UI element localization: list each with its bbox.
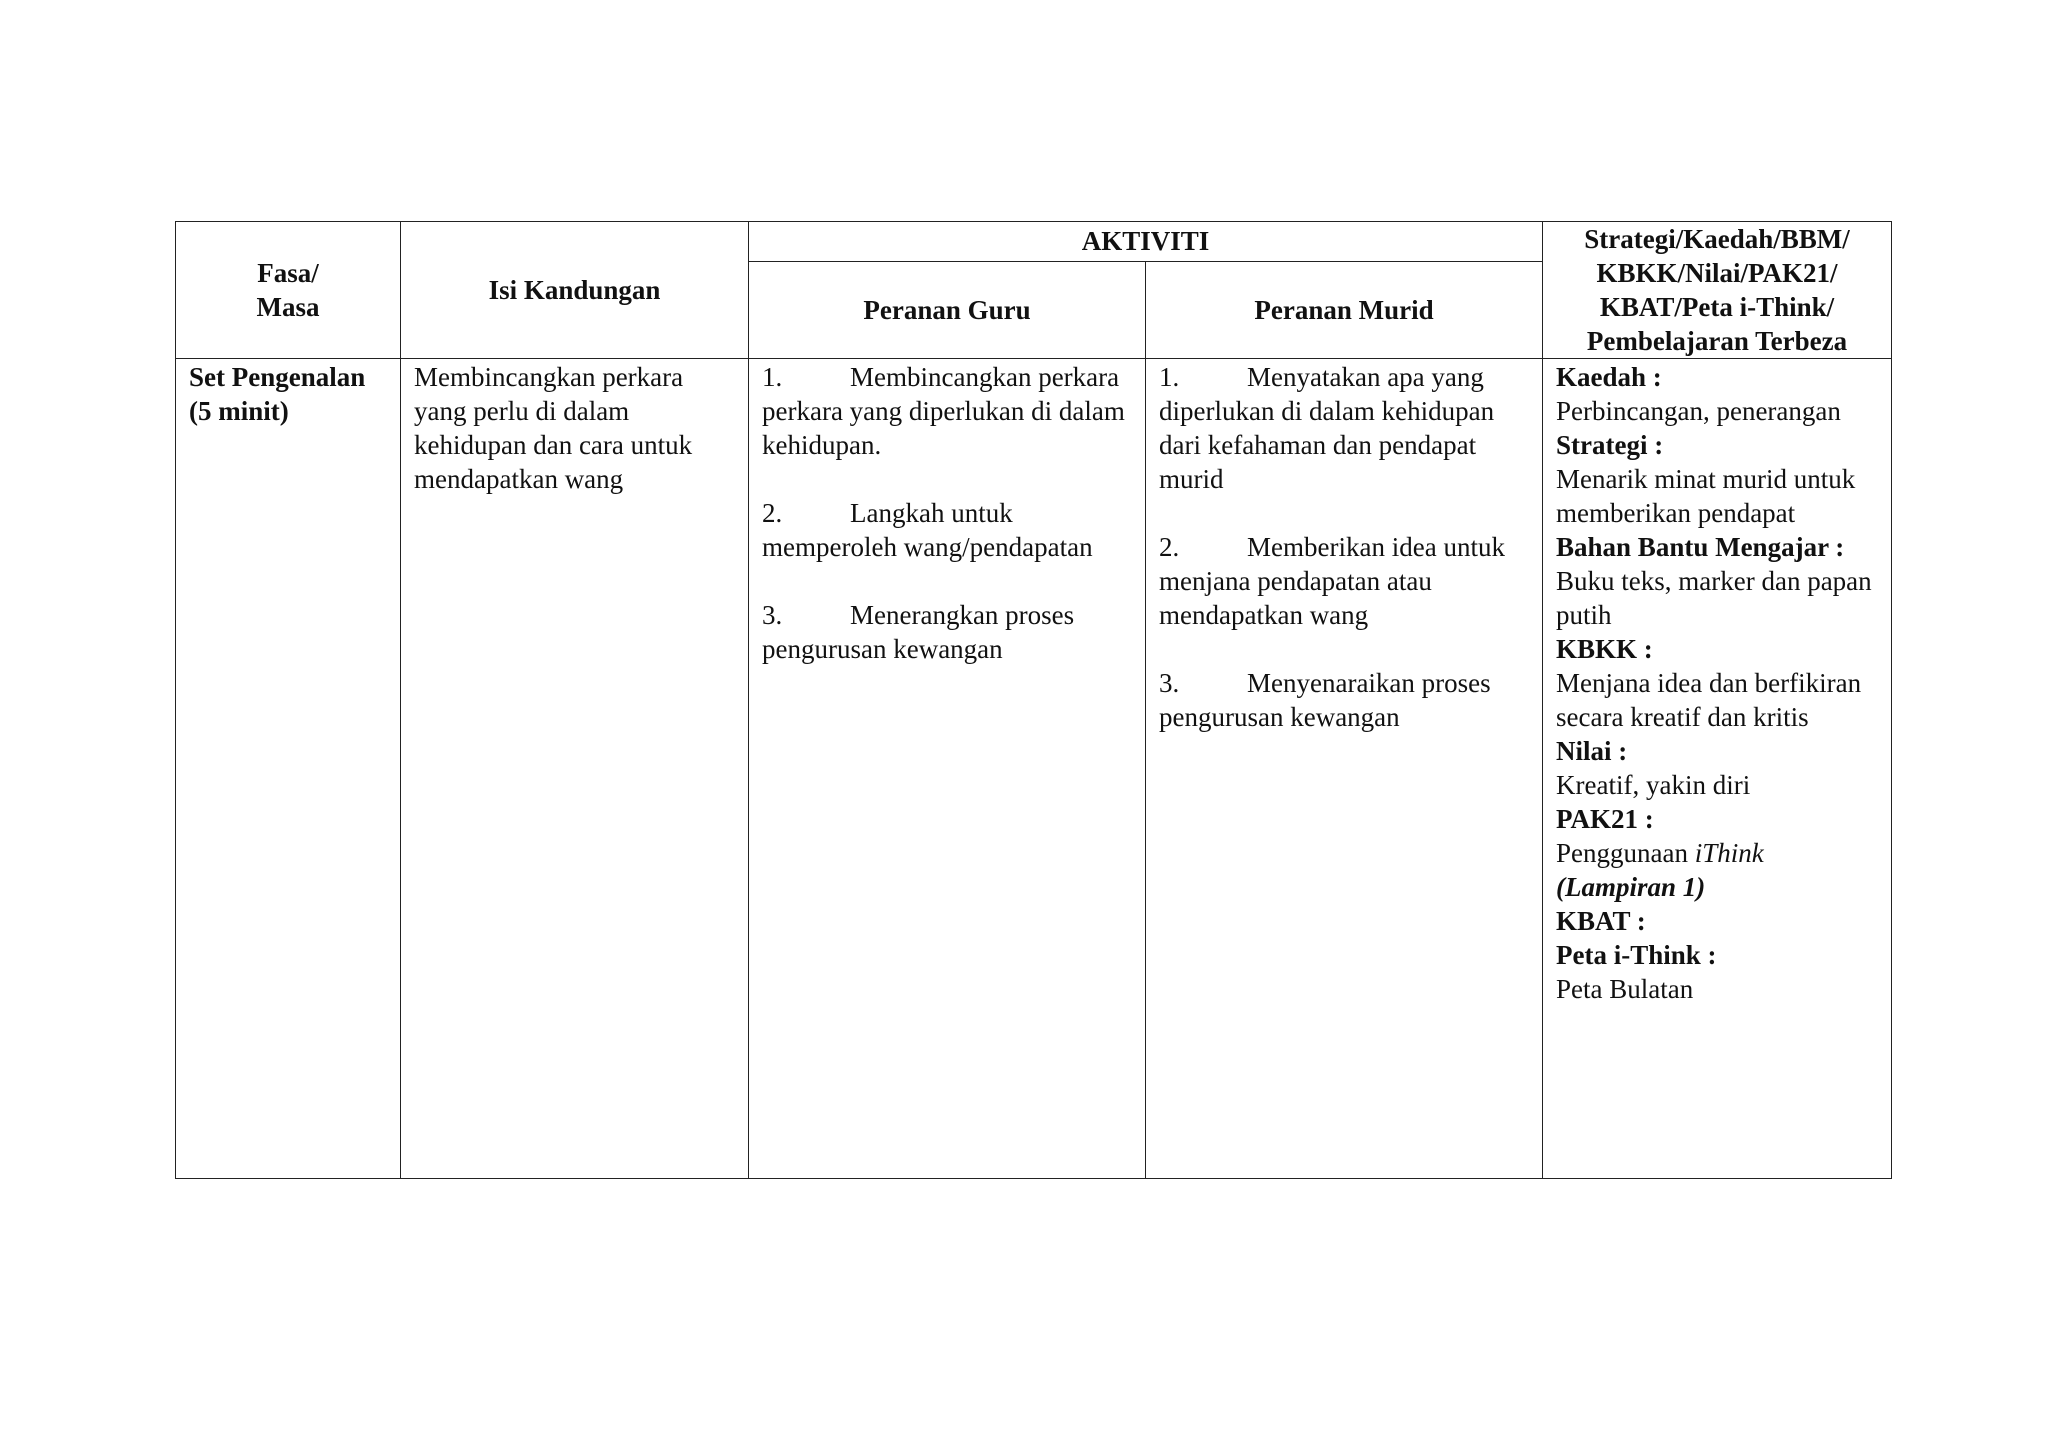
item-number: 3. <box>1159 668 1180 698</box>
phase-name: Set Pengenalan <box>189 362 366 392</box>
item-text-rest: perkara perkara yang diperlukan di dalam kehidupan. <box>762 362 1125 460</box>
header-strategy-line-1: Strategi/Kaedah/BBM/ <box>1584 224 1850 254</box>
pak21-reference: (Lampiran 1) <box>1556 872 1706 902</box>
item-number: 1. <box>1159 362 1180 392</box>
header-phase-line-2: Masa <box>256 292 320 322</box>
item-text-rest: memperoleh wang/pendapatan <box>762 532 1093 562</box>
teacher-role-cell <box>749 359 1146 1179</box>
item-number: 2. <box>1159 532 1180 562</box>
bbm-value: Buku teks, marker dan papan putih <box>1556 566 1872 630</box>
header-phase <box>176 222 401 359</box>
strategi-label: Strategi : <box>1556 430 1664 460</box>
peta-label: Peta i-Think : <box>1556 940 1717 970</box>
pak21-prefix: Penggunaan <box>1556 838 1695 868</box>
item-text-first: Menerangkan proses <box>850 600 1075 630</box>
kaedah-value: Perbincangan, penerangan <box>1556 396 1841 426</box>
strategi-value: Menarik minat murid untuk memberikan pendapat <box>1556 464 1856 528</box>
list-item <box>1159 360 1530 496</box>
header-phase-line-1: Fasa/ <box>257 258 319 288</box>
content-text: Membincangkan perkara yang perlu di dalam kehidupan dan cara untuk mendapatkan wang <box>414 362 693 494</box>
nilai-label: Nilai : <box>1556 736 1628 766</box>
item-text-first: Menyatakan apa yang <box>1247 362 1484 392</box>
header-activity: AKTIVITI <box>749 222 1543 262</box>
kaedah-label: Kaedah : <box>1556 362 1662 392</box>
kbkk-label: KBKK : <box>1556 634 1653 664</box>
phase-cell <box>176 359 401 1179</box>
lesson-plan-table <box>175 221 1892 1179</box>
kbat-label: KBAT : <box>1556 906 1646 936</box>
nilai-value: Kreatif, yakin diri <box>1556 770 1751 800</box>
bbm-label: Bahan Bantu Mengajar : <box>1556 532 1845 562</box>
header-teacher-role: Peranan Guru <box>749 261 1146 358</box>
item-text-rest: pengurusan kewangan <box>762 634 1003 664</box>
kbkk-value: Menjana idea dan berfikiran secara kreatif dan kritis <box>1556 668 1862 732</box>
item-number: 1. <box>762 362 783 392</box>
item-text-rest: diperlukan di dalam kehidupan dari kefahaman dan pendapat murid <box>1159 396 1495 494</box>
strategy-cell <box>1543 359 1892 1179</box>
pak21-value <box>1556 836 1879 870</box>
header-strategy <box>1543 222 1892 359</box>
pak21-label: PAK21 : <box>1556 804 1654 834</box>
table-row <box>176 359 1892 1179</box>
item-text-first: Membincangkan <box>850 362 1032 392</box>
list-item <box>1159 666 1530 734</box>
item-text-first: Memberikan idea <box>1247 532 1437 562</box>
header-strategy-line-2: KBKK/Nilai/PAK21/ <box>1596 258 1838 288</box>
header-student-role: Peranan Murid <box>1146 261 1543 358</box>
list-item <box>762 360 1133 462</box>
list-item <box>762 496 1133 564</box>
student-role-cell <box>1146 359 1543 1179</box>
item-number: 2. <box>762 498 783 528</box>
item-text-first: Langkah untuk <box>850 498 1013 528</box>
header-strategy-line-4: Pembelajaran Terbeza <box>1586 326 1848 356</box>
header-content: Isi Kandungan <box>401 222 749 359</box>
phase-duration: (5 minit) <box>189 396 289 426</box>
item-text-rest: pengurusan kewangan <box>1159 702 1400 732</box>
item-number: 3. <box>762 600 783 630</box>
list-item <box>1159 530 1530 632</box>
pak21-ithink: iThink <box>1694 838 1764 868</box>
content-cell <box>401 359 749 1179</box>
item-text-rest: untuk menjana pendapatan atau mendapatkan wang <box>1159 532 1505 630</box>
list-item <box>762 598 1133 666</box>
item-text-first: Menyenaraikan proses <box>1247 668 1491 698</box>
header-strategy-line-3: KBAT/Peta i-Think/ <box>1599 292 1835 322</box>
peta-value: Peta Bulatan <box>1556 974 1694 1004</box>
